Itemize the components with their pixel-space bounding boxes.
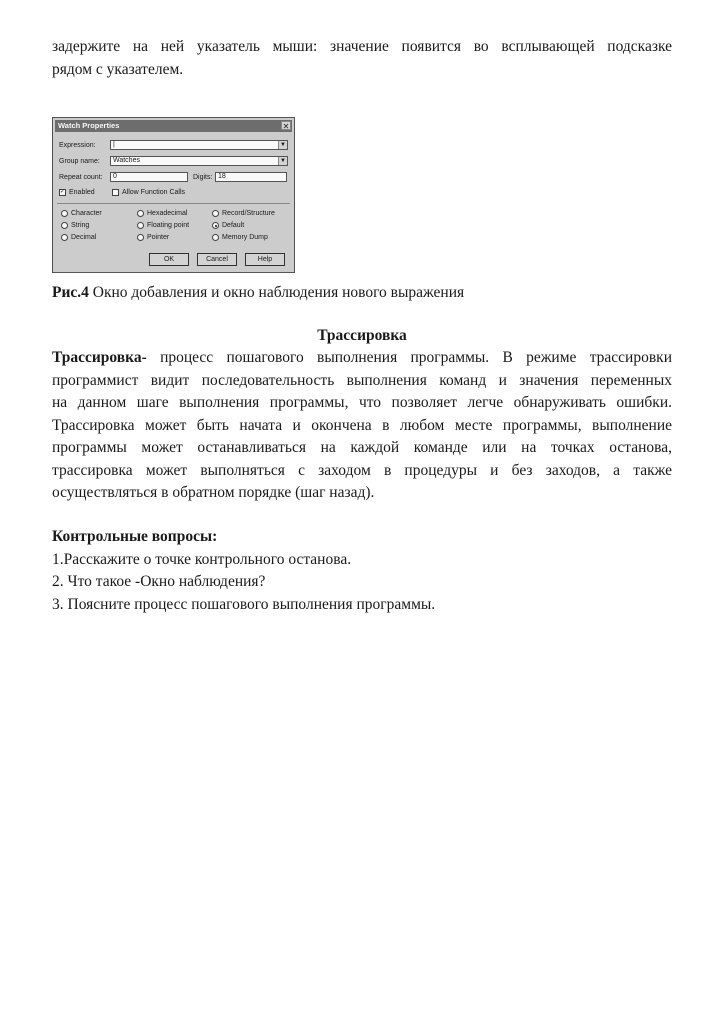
- chevron-down-icon[interactable]: ▼: [278, 157, 287, 165]
- section-paragraph: [52, 347, 672, 505]
- dialog-title: Watch Properties: [58, 121, 120, 130]
- digits-value: 18: [218, 173, 226, 180]
- intro-line-1: задержите на ней указатель мыши: значение появится во всплывающей подсказке: [52, 38, 672, 55]
- radio-label: Character: [71, 210, 102, 217]
- intro-paragraph: [52, 36, 672, 81]
- chevron-down-icon[interactable]: ▼: [278, 141, 287, 149]
- radio-default[interactable]: [212, 222, 219, 229]
- radio-decimal[interactable]: [61, 234, 68, 241]
- section-line: программы может останавливаться на каждой команде или на точках останова,: [52, 439, 672, 456]
- radio-floating-point[interactable]: [137, 222, 144, 229]
- watch-properties-dialog: [52, 117, 295, 273]
- radio-label: Record/Structure: [222, 210, 275, 217]
- caption-prefix: Рис.4: [52, 284, 89, 301]
- question-item: 3. Поясните процесс пошагового выполнения программы.: [52, 595, 436, 613]
- close-icon[interactable]: ✕: [282, 122, 290, 131]
- radio-label: String: [71, 222, 90, 229]
- radio-label: Decimal: [71, 234, 97, 241]
- section-line: Трассировка- процесс пошагового выполнения программы. В режиме трассировки: [52, 349, 672, 366]
- enabled-label: Enabled: [69, 189, 95, 196]
- digits-input[interactable]: [215, 172, 287, 182]
- radio-label: Pointer: [147, 234, 170, 241]
- expression-input[interactable]: [110, 140, 288, 150]
- section-term: Трассировка-: [52, 349, 147, 366]
- questions-heading: Контрольные вопросы:: [52, 528, 218, 545]
- help-button[interactable]: Help: [245, 253, 285, 266]
- radio-memory-dump[interactable]: [212, 234, 219, 241]
- allow-function-calls-label: Allow Function Calls: [122, 189, 186, 196]
- section-heading: Трассировка: [317, 327, 407, 344]
- questions-block: [52, 526, 672, 616]
- divider: [57, 203, 290, 204]
- repeat-count-input[interactable]: [110, 172, 188, 182]
- figure-caption: [52, 283, 464, 303]
- question-item: 1.Расскажите о точке контрольного останова.: [52, 550, 352, 568]
- radio-character[interactable]: [61, 210, 68, 217]
- radio-label: Memory Dump: [222, 234, 268, 241]
- dialog-titlebar: [55, 120, 292, 132]
- enabled-checkbox[interactable]: ✓: [60, 189, 66, 195]
- group-name-select[interactable]: [110, 156, 288, 166]
- radio-label: Floating point: [147, 222, 190, 229]
- group-name-label: Group name:: [59, 158, 100, 165]
- expression-label: Expression:: [59, 142, 96, 149]
- expression-value: |: [113, 141, 115, 148]
- radio-record-structure[interactable]: [212, 210, 219, 217]
- section-line: трассировка может выполняться с заходом в процедуры и без заходов, а также: [52, 461, 672, 479]
- section-line: программист видит последовательность выполнения команд и значения переменных: [52, 371, 672, 389]
- section-line: на данном шаге выполнения программы, что позволяет легче обнаруживать ошибки.: [52, 394, 672, 411]
- digits-label: Digits:: [193, 174, 213, 181]
- repeat-count-label: Repeat count:: [59, 174, 103, 181]
- radio-string[interactable]: [61, 222, 68, 229]
- cancel-button[interactable]: Cancel: [197, 253, 237, 266]
- intro-line-2: рядом с указателем.: [52, 60, 184, 78]
- radio-label: Hexadecimal: [147, 210, 188, 217]
- radio-hexadecimal[interactable]: [137, 210, 144, 217]
- allow-function-calls-checkbox[interactable]: [112, 189, 119, 196]
- radio-label: Default: [222, 222, 245, 229]
- question-item: 2. Что такое -Окно наблюдения?: [52, 573, 266, 590]
- section-line: осуществляться в обратном порядке (шаг назад).: [52, 484, 375, 501]
- caption-text: Окно добавления и окно наблюдения нового выражения: [88, 284, 465, 301]
- repeat-count-value: 0: [113, 173, 117, 180]
- section-line: Трассировка может быть начата и окончена в любом месте программы, выполнение: [52, 416, 672, 434]
- ok-button[interactable]: OK: [149, 253, 189, 266]
- radio-pointer[interactable]: [137, 234, 144, 241]
- group-name-value: Watches: [113, 157, 140, 164]
